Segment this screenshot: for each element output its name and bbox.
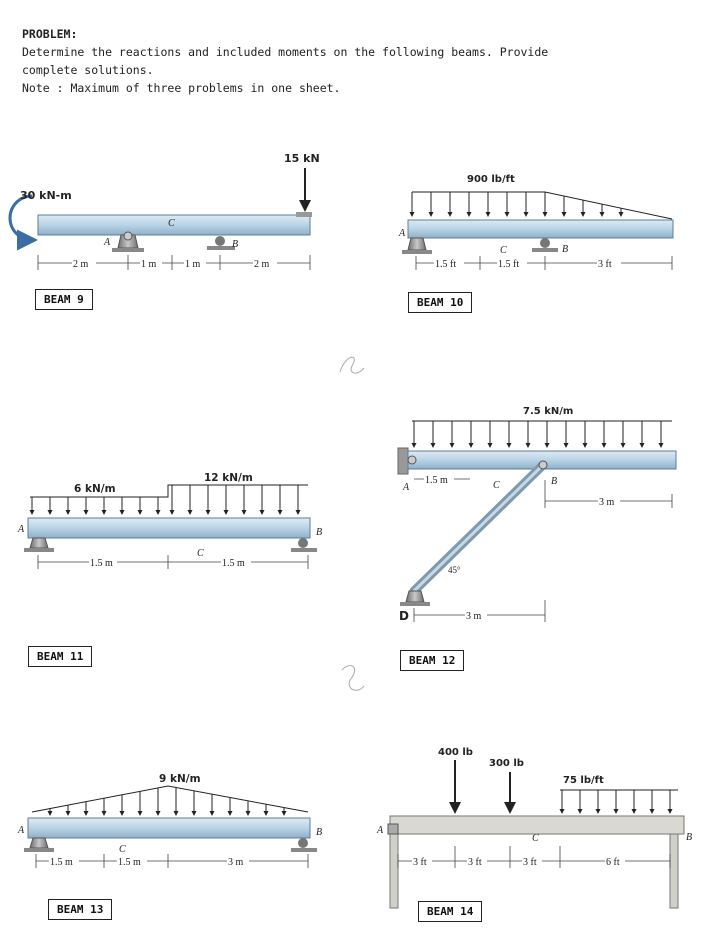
beam-9-moment-arrow [10,196,32,240]
beam-12-dim-3: 3 m [599,497,615,508]
beam-9-dim-2: 1 m [141,259,157,270]
beam-14-dim-3: 3 ft [523,857,537,868]
beam-10-load-arrows [412,192,621,216]
beam-10-point-c: C [500,245,507,256]
beam-12-point-d: D [399,609,409,623]
beam-10-roller-support [540,238,550,248]
beam-9-roller-support [215,236,225,246]
beam-9-dim-3: 1 m [185,259,201,270]
beam-10-diagram [398,174,673,270]
beam-12-dim-2: 3 m [466,611,482,622]
beam-9-point-b: B [232,239,239,250]
beam-12-point-c: C [493,480,500,491]
beam-9-dim-4: 2 m [254,259,270,270]
beam-9-point-a: A [104,237,111,248]
beam-11-load-outline [30,485,308,497]
beam-12-dim-1: 1.5 m [425,475,448,486]
beam-13-load-outline [32,786,308,812]
beam-14-dim-1: 3 ft [413,857,427,868]
beam-14-body [390,816,684,834]
beam-9-force-label: 15 kN [284,152,320,165]
beam-11-label: BEAM 11 [28,646,92,667]
pencil-scribble-1 [340,357,364,373]
beam-10-dim-1: 1.5 ft [435,259,457,270]
beam-12-label: BEAM 12 [400,650,464,671]
beam-9-moment-label: 30 kN-m [20,189,72,202]
beam-10-dim-2: 1.5 ft [498,259,520,270]
beam-13-point-b: B [316,827,323,838]
beam-11-roller-support [298,538,308,548]
beam-13-pin-support [30,838,48,848]
beam-12-point-b: B [551,476,558,487]
beam-14-label: BEAM 14 [418,901,482,922]
beam-9-label: BEAM 9 [35,289,93,310]
problem-note: Note : Maximum of three problems in one sheet. [22,81,341,95]
beam-12-wall [398,448,408,474]
beam-13-point-a: A [18,825,25,836]
problem-line-2: complete solutions. [22,63,154,77]
beam-12-diagram [398,406,676,623]
beam-14-diagram [376,747,692,908]
beam-14-force-1-label: 400 lb [438,747,473,758]
beam-11-diagram [17,472,322,569]
beam-14-load-label: 75 lb/ft [563,775,604,786]
beam-12-load-label: 7.5 kN/m [523,406,574,417]
beam-13-dim-3: 3 m [228,857,244,868]
beam-13-body [28,818,310,838]
beam-10-dim-3: 3 ft [598,259,612,270]
beam-13-label: BEAM 13 [48,899,112,920]
beam-13-diagram [17,773,322,868]
beam-11-body [28,518,310,538]
beam-11-pin-support [30,538,48,548]
beam-12-load-arrows [414,421,661,447]
problem-heading: PROBLEM: [22,27,78,41]
beam-10-point-a: A [399,228,406,239]
beam-14-point-a: A [377,825,384,836]
beam-11-point-b: B [316,527,323,538]
beam-14-right-post [670,834,678,908]
beam-9-point-c: C [168,218,175,229]
beam-14-load-arrows [562,790,670,813]
beam-14-left-post [390,834,398,908]
beam-14-dim-2: 3 ft [468,857,482,868]
beam-10-label: BEAM 10 [408,292,472,313]
beam-9-diagram [10,152,320,270]
beam-13-point-c: C [119,844,126,855]
beam-9-load-plate [296,212,312,217]
beam-14-force-2-label: 300 lb [489,758,524,769]
beam-12-pin-support-d [406,591,424,602]
beam-13-dim-1: 1.5 m [50,857,73,868]
beam-12-point-a: A [403,482,410,493]
pencil-scribble-2 [342,665,364,690]
beam-12-angle: 45° [448,565,461,575]
beam-14-point-b: B [686,832,693,843]
beam-10-load-label: 900 lb/ft [467,174,515,185]
beam-10-body [408,220,673,238]
beam-11-load-2-label: 12 kN/m [204,472,253,484]
beam-14-dim-4: 6 ft [606,857,620,868]
beam-11-load-1-label: 6 kN/m [74,483,116,495]
beam-11-load-arrows [32,485,298,514]
beam-13-dim-2: 1.5 m [118,857,141,868]
beam-9-dim-1: 2 m [73,259,89,270]
beam-11-point-a: A [18,524,25,535]
beam-11-dim-2: 1.5 m [222,558,245,569]
beam-10-point-b: B [562,244,569,255]
beam-11-dim-1: 1.5 m [90,558,113,569]
beam-10-pin-support [408,238,426,250]
beam-11-point-c: C [197,548,204,559]
problem-line-1: Determine the reactions and included moments on the following beams. Provide [22,45,549,59]
beam-13-load-label: 9 kN/m [159,773,201,785]
beam-13-roller-support [298,838,308,848]
beam-14-point-c: C [532,833,539,844]
beam-10-load-outline [412,192,672,219]
